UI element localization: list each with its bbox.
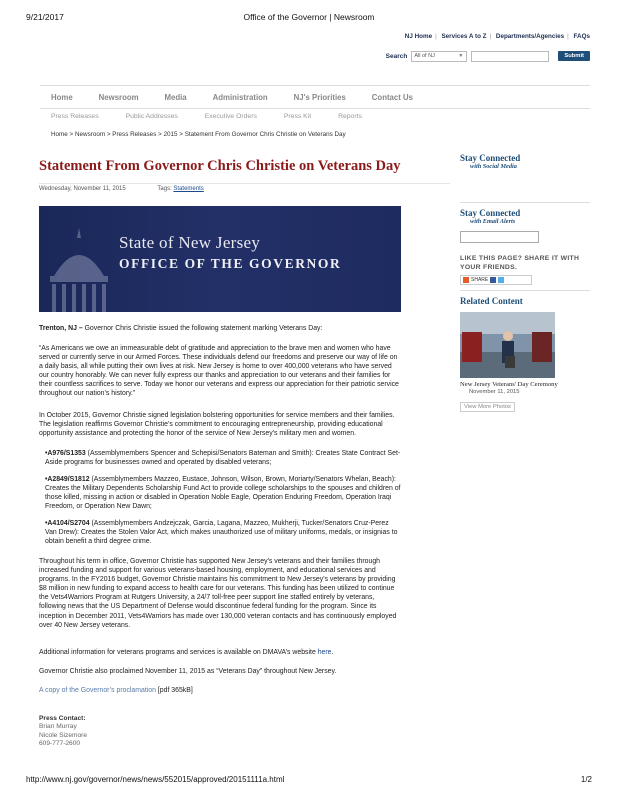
proclamation-link[interactable]: A copy of the Governor’s proclamation	[39, 687, 156, 694]
twitter-icon[interactable]	[498, 277, 504, 283]
article-paragraph	[39, 324, 401, 333]
share-button[interactable]	[460, 275, 532, 285]
email-field[interactable]	[460, 231, 539, 243]
search-input[interactable]	[471, 51, 549, 62]
sub-nav	[51, 113, 389, 120]
page-title: Statement From Governor Chris Christie on Veterans Day	[39, 158, 401, 174]
related-content-title: Related Content	[460, 296, 523, 306]
subnav-press-releases[interactable]: Press Releases	[51, 113, 99, 120]
article-paragraph	[39, 648, 401, 657]
bill-number: •A2849/S1812	[45, 476, 90, 483]
bill-list-item	[39, 449, 401, 467]
print-url: http://www.nj.gov/governor/news/news/552015/approved/20151111a.html	[26, 775, 285, 784]
article-meta	[39, 183, 450, 192]
nav-media[interactable]: Media	[164, 92, 187, 102]
bill-list-item	[39, 519, 401, 546]
breadcrumb[interactable]: Home > Newsroom > Press Releases > 2015 > Statement From Governor Chris Christie on Veterans Day	[51, 131, 346, 138]
bill-list-item	[39, 475, 401, 511]
press-contact-name: Nicole Sizemore	[39, 731, 88, 739]
nav-administration[interactable]: Administration	[212, 92, 268, 102]
banner-line-state: State of New Jersey	[119, 233, 261, 252]
press-contact-label: Press Contact:	[39, 715, 86, 722]
nav-priorities[interactable]: NJ's Priorities	[293, 92, 346, 102]
search-label: Search	[385, 52, 408, 60]
utility-nav: NJ Home | Services A to Z | Departments/Agencies | FAQs	[404, 33, 590, 40]
utility-link-services[interactable]: Services A to Z	[441, 33, 487, 40]
ceremony-photo-icon	[460, 312, 555, 378]
bill-text: (Assemblymembers Spencer and Schepisi/Senators Bateman and Smith): Creates State Contract Set-Aside programs for businesses owned and operated by disabled veterans;	[45, 450, 401, 467]
utility-link-faqs[interactable]: FAQs	[573, 33, 590, 40]
print-title: Office of the Governor | Newsroom	[243, 12, 375, 22]
tags-label: Tags:	[157, 186, 172, 192]
subnav-press-kit[interactable]: Press Kit	[283, 113, 312, 120]
sidebar	[460, 153, 590, 413]
share-label: SHARE	[471, 277, 489, 283]
press-contact	[39, 715, 87, 749]
social-title[interactable]: Stay Connected	[460, 153, 521, 163]
paragraph-text: Additional information for veterans programs and services is available on DMAVA’s website	[39, 649, 318, 656]
search-bar	[386, 50, 590, 62]
print-header	[26, 12, 592, 24]
article-paragraph: Throughout his term in office, Governor Christie has supported New Jersey’s veterans and their families through increased funding and support for various veterans-based housing, employment, and educational services and programs. In the FY2016 budget, Governor Christie maintains his commitment to New Jersey’s veterans by providing $8 million in new funding to expand access to health care for our veterans. This funding has been utilized to continue the Vets4Warriors Program at Rutgers University, a 24/7 toll-free peer support line staffed entirely by veterans, following news that the US Department of Defense would discontinue federal funding for the program. Since its inception in December 2011, Vets4Warriors has made over 130,000 veteran contacts and has continuously employed over 40 New Jersey veterans.	[39, 558, 397, 629]
subnav-public-addresses[interactable]: Public Addresses	[125, 113, 178, 120]
chevron-down-icon: ▼	[458, 52, 464, 59]
utility-link-departments[interactable]: Departments/Agencies	[495, 33, 565, 40]
main-nav	[40, 85, 590, 109]
search-scope-select[interactable]	[411, 51, 467, 62]
article-paragraph: In October 2015, Governor Christie signed legislation bolstering opportunities for service members and their families. The legislation reaffirms Governor Christie’s commitment to encouraging entrepreneurship, providing educational opportunity assistance and protecting the honor of the service of New Jersey’s military men and women.	[39, 412, 395, 438]
press-contact-phone: 609-777-2600	[39, 740, 81, 748]
search-scope-value: All of NJ	[414, 52, 435, 59]
print-page-number: 1/2	[580, 775, 592, 784]
view-more-photos-button[interactable]: View More Photos	[460, 402, 515, 412]
related-date: November 11, 2015	[469, 389, 520, 395]
nav-home[interactable]: Home	[51, 92, 73, 102]
share-icon	[463, 277, 469, 283]
share-prompt: LIKE THIS PAGE? SHARE IT WITH YOUR FRIENDS.	[460, 255, 580, 271]
bill-text: (Assemblymembers Mazzeo, Eustace, Johnson, Wilson, Brown, Moriarty/Senators Whelan, Beach): Creates the Military Dependents Scholarship Fund Act to provide college scholarships to the spouses and children of those killed, missing in action or disabled in Operation Noble Eagle, Operation Enduring Freedom, Operation Iraqi Freedom, or Operation New Dawn;	[45, 476, 401, 511]
nav-contact[interactable]: Contact Us	[371, 92, 413, 102]
subnav-reports[interactable]: Reports	[338, 113, 362, 120]
bill-number: •A4104/S2704	[45, 520, 90, 527]
article-paragraph: Governor Christie also proclaimed November 11, 2015 as “Veterans Day” throughout New Jersey.	[39, 668, 337, 675]
subnav-executive-orders[interactable]: Executive Orders	[204, 113, 257, 120]
file-info: [pdf 365kB]	[155, 687, 193, 694]
article-paragraph	[39, 686, 401, 695]
paragraph-text: .	[331, 649, 334, 656]
search-submit-button[interactable]: Submit	[558, 51, 590, 61]
bill-text: (Assemblymembers Andzejczak, Garcia, Lagana, Mazzeo, Mukherji, Tucker/Senators Cruz-Perez Van Drew): Creates the Stolen Valor Act, which makes unauthorized use of military uniforms, medals, or insignias to obtain benefit a third degree crime.	[45, 520, 398, 546]
utility-link-nj-home[interactable]: NJ Home	[404, 33, 433, 40]
related-caption[interactable]: New Jersey Veterans' Day Ceremony	[460, 381, 558, 388]
email-alerts-title[interactable]: Stay Connected	[460, 208, 521, 218]
bill-number: •A976/S1353	[45, 450, 86, 457]
banner-line-office: OFFICE OF THE GOVERNOR	[119, 256, 342, 271]
governor-banner	[39, 206, 401, 312]
nav-newsroom[interactable]: Newsroom	[98, 92, 139, 102]
print-date: 9/21/2017	[26, 12, 64, 22]
press-contact-name: Brian Murray	[39, 723, 77, 731]
tag-link-statements[interactable]: Statements	[173, 186, 204, 192]
email-alerts-subtitle[interactable]: with Email Alerts	[470, 218, 516, 225]
dateline: Trenton, NJ –	[39, 325, 83, 332]
article-date: Wednesday, November 11, 2015	[39, 186, 126, 192]
social-subtitle[interactable]: with Social Media	[470, 163, 517, 170]
dmava-link[interactable]: here	[317, 649, 332, 656]
capitol-dome-icon	[44, 226, 114, 312]
facebook-icon[interactable]	[490, 277, 496, 283]
paragraph-text: Governor Chris Christie issued the following statement marking Veterans Day:	[82, 325, 323, 332]
related-photo[interactable]	[460, 312, 555, 378]
article-paragraph: “As Americans we owe an immeasurable debt of gratitude and appreciation to the brave men and women who have served or currently serve in our Armed Forces. These individuals defend our freedoms and preserve our way of life on a daily basis, all while putting their own lives at risk. New Jersey is home to over 400,000 veterans who have served our country honorably. We can never fully express our thanks and appreciation to our veterans and their families for their countless sacrifices to serve. Today we honor our veterans and express our appreciation for their patriotic service throughout our nation’s history.”	[39, 345, 399, 398]
